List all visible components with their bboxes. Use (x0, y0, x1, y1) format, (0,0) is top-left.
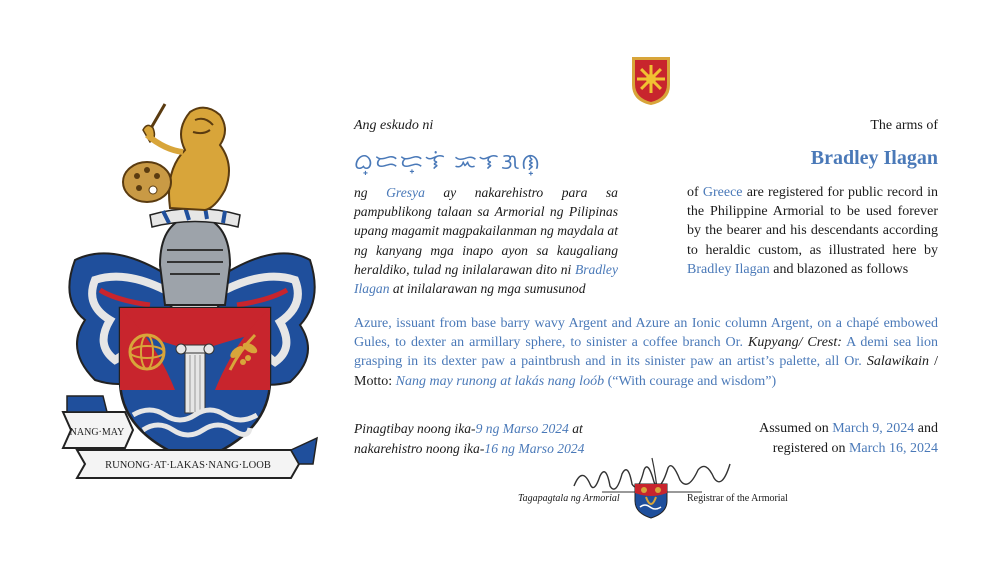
text-fragment: of (687, 185, 703, 200)
coat-of-arms-illustration (55, 90, 325, 482)
blazon (354, 314, 938, 391)
blazon-shield: Azure, issuant from base barry wavy Argent and Azure an Ionic column Argent, on a chapé embowed Gules, to dexter an armillary sphere, to sinister a coffee branch Or. (354, 316, 938, 351)
dates-english (648, 419, 938, 458)
text-fragment: are registered for public record in the Philippine Armorial to be used forever by the bearer and his descendants according to heraldic custom, as illustrated here by (687, 185, 938, 258)
assumed-line-tagalog (354, 419, 644, 439)
registered-date-tagalog: 16 ng Marso 2024 (484, 440, 585, 456)
motto-scroll-text-2: RUNONG·AT·LAKAS·NANG·LOOB (105, 460, 271, 471)
arms-label-english: The arms of (870, 118, 938, 133)
text-fragment: and (914, 421, 938, 436)
bearer-name-baybayin: ᜊ᜔ᜇᜇ᜔ᜎᜒ ᜁᜎᜄᜈ᜔ (354, 149, 542, 174)
registrar-label-tagalog: Tagapagtala ng Armorial (518, 493, 620, 504)
registration-text-english (687, 183, 938, 279)
motto-label-tagalog: Salawikain (866, 354, 930, 370)
artist-link-english[interactable]: Bradley Ilagan (687, 261, 770, 277)
registrar-seal-icon (634, 483, 668, 519)
text-fragment: at (568, 421, 583, 436)
text-fragment: ay nakarehistro para sa pampublikong talaan sa Armorial ng Pilipinas upang magamit magpakailanman ng maydala at ng kanyang mga inapo ayon sa kaugaliang heraldiko, tulad ng inilalarawan dito ni (354, 185, 618, 277)
text-fragment: registered on (772, 440, 849, 456)
country-link-tagalog[interactable]: Gresya (386, 185, 425, 200)
motto-scroll-text-1: NANG·MAY (69, 427, 125, 438)
assumed-date-english: March 9, 2024 (832, 421, 915, 436)
text-fragment: and blazoned as follows (769, 261, 909, 277)
arms-label-tagalog: Ang eskudo ni (354, 118, 434, 133)
helmet (160, 215, 230, 305)
blazon-crest: A demi sea lion grasping in its dexter paw a paintbrush and in its sinister paw an artist’s palette, all Or. (354, 335, 939, 370)
text-fragment: Assumed on (759, 421, 833, 436)
registration-text-tagalog (354, 183, 618, 298)
armorial-emblem-icon (630, 55, 672, 107)
motto-translation: (“With courage and wisdom”) (607, 373, 777, 389)
bearer-name: Bradley Ilagan (810, 147, 938, 169)
motto: Nang may runong at lakás nang loób (395, 373, 605, 389)
assumed-line-english (648, 419, 938, 439)
artist-link-tagalog[interactable]: Bradley Ilagan (354, 261, 618, 297)
text-fragment: Pinagtibay noong ika- (354, 421, 476, 436)
registered-date-english: March 16, 2024 (848, 440, 938, 456)
motto-label-sep: / Motto: (354, 354, 939, 389)
country-link-english[interactable]: Greece (702, 185, 743, 200)
crest-sea-lion (169, 108, 229, 210)
crest-label: Kupyang/ Crest: (748, 335, 842, 351)
registrar-label-english: Registrar of the Armorial (687, 493, 788, 504)
text-fragment: nakarehistro noong ika- (354, 440, 485, 456)
text-fragment: at inilalarawan ng mga sumusunod (389, 281, 586, 297)
assumed-date-tagalog: 9 ng Marso 2024 (475, 421, 569, 436)
text-fragment: ng (354, 185, 387, 200)
dates-tagalog (354, 419, 644, 458)
